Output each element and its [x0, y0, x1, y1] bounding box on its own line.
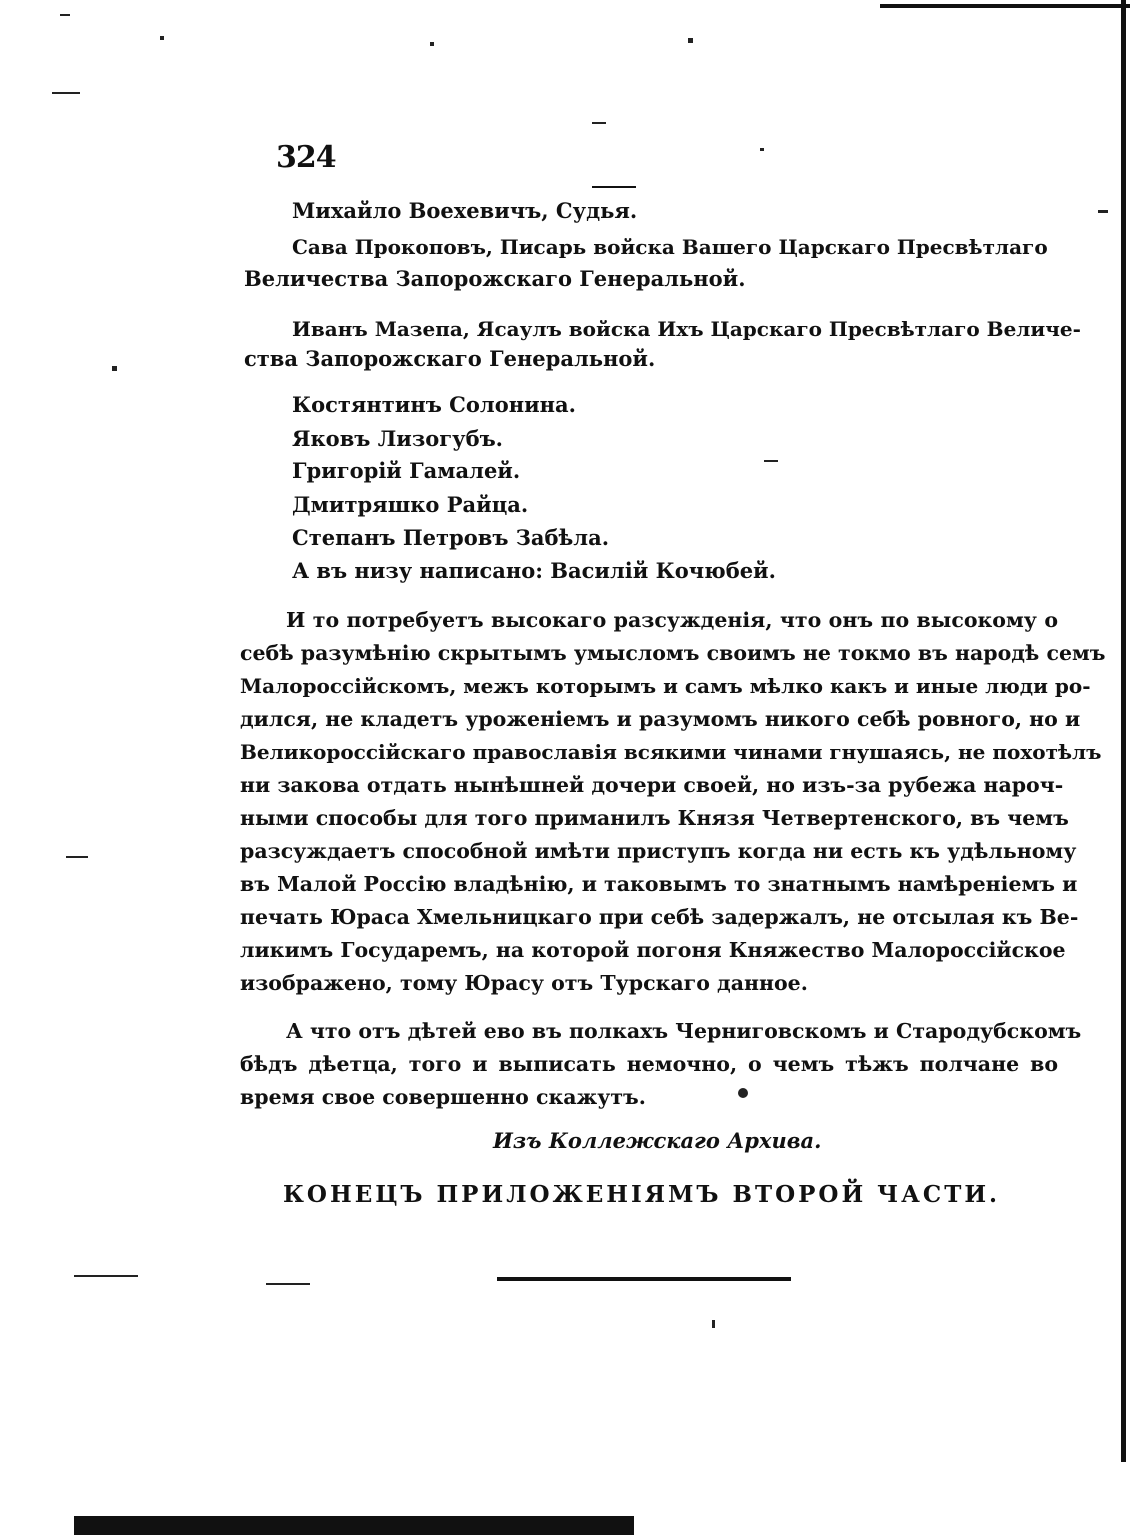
scan-speck — [66, 856, 88, 858]
paragraph-line: А что отъ дѣтей ево въ полкахъ Черниговскомъ и Стародубскомъ — [286, 1019, 1082, 1043]
scan-speck — [712, 1320, 715, 1328]
archive-source: Изъ Коллежскаго Архива. — [493, 1128, 822, 1153]
signature-name: А въ низу написано: Василій Кочюбей. — [292, 558, 776, 583]
scan-edge-right — [1121, 0, 1126, 1462]
scan-speck — [160, 36, 164, 40]
scan-edge-bottom — [74, 1516, 634, 1535]
signature-line: ства Запорожскаго Генеральной. — [244, 346, 656, 371]
signature-line: Михайло Воехевичъ, Судья. — [292, 198, 638, 223]
signature-line: Величества Запорожскаго Генеральной. — [244, 266, 746, 291]
scan-speck — [74, 1275, 138, 1277]
paragraph-line: Великороссійскаго православія всякими чинами гнушаясь, не похотѣлъ — [240, 740, 1102, 764]
paragraph-line: время свое совершенно скажутъ. — [240, 1085, 646, 1109]
signature-name: Костянтинъ Солонина. — [292, 392, 576, 417]
paragraph-line: печать Юраса Хмельницкаго при себѣ задержалъ, не отсылая къ Ве- — [240, 905, 1079, 929]
paragraph-line: разсуждаетъ способной имѣти приступъ когда ни есть къ удѣльному — [240, 839, 1077, 863]
scan-edge-top — [880, 4, 1130, 8]
paragraph-line: себѣ разумѣнію скрытымъ умысломъ своимъ не токмо въ народѣ семъ — [240, 641, 1106, 665]
paragraph-line: изображено, тому Юрасу отъ Турскаго данное. — [240, 971, 808, 995]
paragraph-line: Малороссійскомъ, межъ которымъ и самъ мѣлко какъ и иные люди ро- — [240, 674, 1091, 698]
signature-line: Иванъ Мазепа, Ясаулъ войска Ихъ Царскаго Пресвѣтлаго Величе- — [292, 317, 1081, 341]
scan-speck — [52, 92, 80, 94]
scan-speck — [60, 14, 70, 16]
paragraph-line: дился, не кладетъ уроженіемъ и разумомъ никого себѣ ровного, но и — [240, 707, 1081, 731]
paragraph-line: въ Малой Россію владѣнію, и таковымъ то знатнымъ намѣреніемъ и — [240, 872, 1078, 896]
signature-name: Григорій Гамалей. — [292, 458, 521, 483]
scan-speck — [592, 122, 606, 124]
paragraph-line: И то потребуетъ высокаго разсужденія, что онъ по высокому о — [286, 608, 1058, 632]
paragraph-line: ными способы для того приманилъ Князя Четвертенского, въ чемъ — [240, 806, 1069, 830]
scan-speck — [430, 42, 434, 46]
scan-speck — [266, 1283, 310, 1285]
signature-line: Сава Прокоповъ, Писарь войска Вашего Царскаго Пресвѣтлаго — [292, 235, 1048, 259]
paragraph-line: бѣдъ дѣетца, того и выписать немочно, о чемъ тѣжъ полчане во — [240, 1052, 1058, 1076]
signature-name: Яковъ Лизогубъ. — [292, 426, 503, 451]
header-rule — [592, 186, 636, 188]
scan-speck — [1098, 210, 1108, 213]
scan-speck — [764, 460, 778, 462]
scan-speck — [112, 366, 117, 371]
signature-name: Степанъ Петровъ Забѣла. — [292, 525, 610, 550]
scan-speck — [760, 148, 764, 151]
paragraph-line: ликимъ Государемъ, на которой погоня Княжество Малороссійское — [240, 938, 1066, 962]
page-number: 324 — [276, 140, 336, 175]
signature-name: Дмитряшко Райца. — [292, 492, 529, 517]
scan-speck — [688, 38, 693, 43]
end-title: КОНЕЦЪ ПРИЛОЖЕНІЯМЪ ВТОРОЙ ЧАСТИ. — [283, 1181, 1001, 1208]
paragraph-line: ни закова отдать нынѣшней дочери своей, но изъ-за рубежа нароч- — [240, 773, 1064, 797]
end-rule — [497, 1277, 791, 1281]
